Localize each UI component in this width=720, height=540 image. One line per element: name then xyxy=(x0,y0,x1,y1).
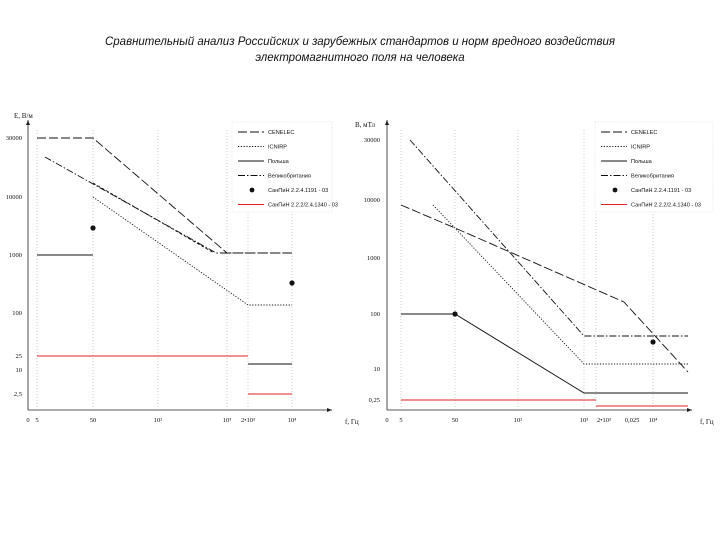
legend-label: CENELEC xyxy=(631,130,658,136)
series-line xyxy=(401,205,688,372)
legend-label: Польша xyxy=(631,159,652,165)
legend-label: СанПиН 2.2.4.1191 - 03 xyxy=(268,188,329,194)
x-axis-arrow xyxy=(327,408,332,412)
legend-label: СанПиН 2.2.4.1191 - 03 xyxy=(631,188,692,194)
x-axis-label: f, Гц xyxy=(700,418,714,426)
x-tick-label: 10² xyxy=(513,417,523,424)
data-point-marker xyxy=(90,225,95,230)
x-axis-label: f, Гц xyxy=(345,418,359,426)
x-tick-label: 10⁴ xyxy=(648,417,658,424)
y-tick-label: 10 xyxy=(373,366,380,374)
x-tick-label: 50 xyxy=(89,417,97,424)
legend-label: ICNIRP xyxy=(268,144,287,151)
x-tick-label: 10⁴ xyxy=(287,417,297,424)
y-tick-label: 1000 xyxy=(9,252,22,259)
legend-label: Польша xyxy=(268,159,289,165)
x-tick-label: 2•10³ xyxy=(241,417,255,424)
y-tick-label: 25 xyxy=(15,353,22,360)
series-line xyxy=(93,197,292,305)
series-line xyxy=(401,314,688,393)
x-tick-label: 10² xyxy=(153,417,163,424)
y-axis-label: E, В/м xyxy=(14,112,33,120)
y-tick-label: 0,25 xyxy=(368,397,380,404)
y-axis-arrow xyxy=(26,120,30,125)
legend-label: CENELEC xyxy=(268,130,295,136)
x-tick-label: 10³ xyxy=(222,417,232,424)
data-point-marker xyxy=(650,339,655,344)
x-axis-arrow xyxy=(687,408,692,412)
legend-label: ICNIRP xyxy=(631,144,650,151)
x-tick-label: 2•10³ xyxy=(597,417,611,424)
title-line-1: Сравнительный анализ Российских и зарубежных стандартов и норм вредного воздействия xyxy=(104,36,615,48)
legend-swatch xyxy=(250,188,255,193)
series-line xyxy=(93,183,214,253)
y-tick-label: 10000 xyxy=(5,194,22,201)
y-tick-label: 2,5 xyxy=(13,391,22,398)
y-tick-label: 100 xyxy=(12,310,22,317)
y-axis-arrow xyxy=(385,120,389,125)
x-tick-label: 0 xyxy=(26,417,30,424)
data-point-marker xyxy=(452,311,457,316)
y-tick-label: 30000 xyxy=(363,137,380,144)
chart-2 xyxy=(385,120,713,412)
legend-label: Великобритания xyxy=(268,173,311,180)
title-line-2: электромагнитного поля на человека xyxy=(255,52,465,64)
y-tick-label: 100 xyxy=(370,311,380,318)
legend-label: Великобритания xyxy=(631,173,674,180)
y-tick-label: 10 xyxy=(15,367,22,374)
x-tick-label: 5 xyxy=(35,417,39,424)
x-tick-label: 10³ xyxy=(579,417,589,424)
y-tick-label: 10000 xyxy=(363,197,380,204)
x-tick-label: 5 xyxy=(399,417,403,424)
legend-label: СанПиН 2.2.2/2.4.1340 - 03 xyxy=(631,202,702,209)
x-tick-label: 0 xyxy=(385,417,389,424)
legend-label: СанПиН 2.2.2/2.4.1340 - 03 xyxy=(268,202,339,209)
y-axis-label: B, мТл xyxy=(355,121,376,129)
y-tick-label: 30000 xyxy=(5,135,22,142)
y-tick-label: 1000 xyxy=(367,255,380,262)
series-line xyxy=(433,205,688,364)
x-tick-label: 0,025 xyxy=(624,417,640,424)
legend-swatch xyxy=(613,188,618,193)
x-tick-label: 50 xyxy=(451,417,459,424)
data-point-marker xyxy=(289,280,294,285)
